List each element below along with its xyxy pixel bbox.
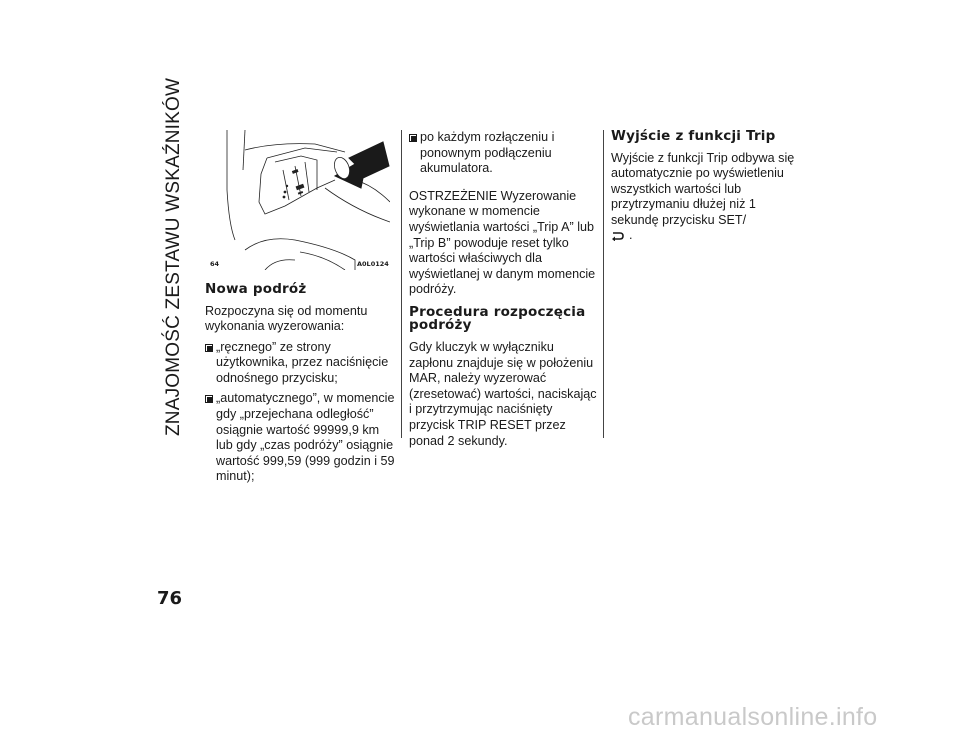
column-divider	[603, 130, 604, 438]
figure-number: 64	[210, 260, 220, 268]
column-2	[409, 130, 599, 454]
paragraph: Rozpoczyna się od momentu wykonania wyzerowania:	[205, 303, 368, 334]
steering-stalk-drawing	[205, 130, 390, 270]
bullet-box-icon	[205, 344, 213, 352]
list-item: „automatycznego”, w momencie gdy „przejechana odległość” osiągnie wartość 99999,9 km lub gdy „czas podróży” osiągnie wartość 999,59 (999 godzin i 59 minut);	[205, 391, 395, 485]
watermark: carmanualsonline.info	[628, 703, 878, 731]
bullet-box-icon	[205, 395, 213, 403]
stalk-illustration	[205, 130, 390, 270]
column-1	[205, 283, 395, 490]
bullet-box-icon	[409, 134, 417, 142]
list-item: „ręcznego” ze strony użytkownika, przez naciśnięcie odnośnego przycisku;	[205, 340, 395, 387]
page-number: 76	[157, 588, 183, 609]
heading-exit-trip: Wyjście z funkcji Trip	[611, 128, 776, 144]
return-arrow-icon	[611, 231, 625, 241]
warning-paragraph: OSTRZEŻENIE Wyzerowanie wykonane w momencie wyświetlania wartości „Trip A” lub „Trip B” powoduje reset tylko wartości właściwych dla wyświetlanej w danym momencie podróży.	[409, 188, 596, 297]
heading-new-trip: Nowa podróż	[205, 281, 307, 297]
section-title: ZNAJOMOŚĆ ZESTAWU WSKAŹNIKÓW	[163, 77, 184, 436]
heading-start-trip: Procedura rozpoczęcia podróży	[409, 303, 586, 334]
paragraph: Gdy kluczyk w wyłączniku zapłonu znajduje się w położeniu MAR, należy wyzerować (zresetować) wartości, naciskając i przytrzymując naciśnięty przycisk TRIP RESET przez ponad 2 sekundy.	[409, 339, 597, 448]
column-divider	[401, 130, 402, 438]
list-item: po każdym rozłączeniu i ponownym podłączeniu akumulatora.	[409, 130, 599, 177]
paragraph: Wyjście z funkcji Trip odbywa się automatycznie po wyświetleniu wszystkich wartości lub przytrzymaniu dłużej niż 1 sekundę przycisku SET/ .	[611, 150, 795, 243]
figure-code: A0L0124	[357, 260, 389, 268]
column-3	[611, 130, 801, 249]
